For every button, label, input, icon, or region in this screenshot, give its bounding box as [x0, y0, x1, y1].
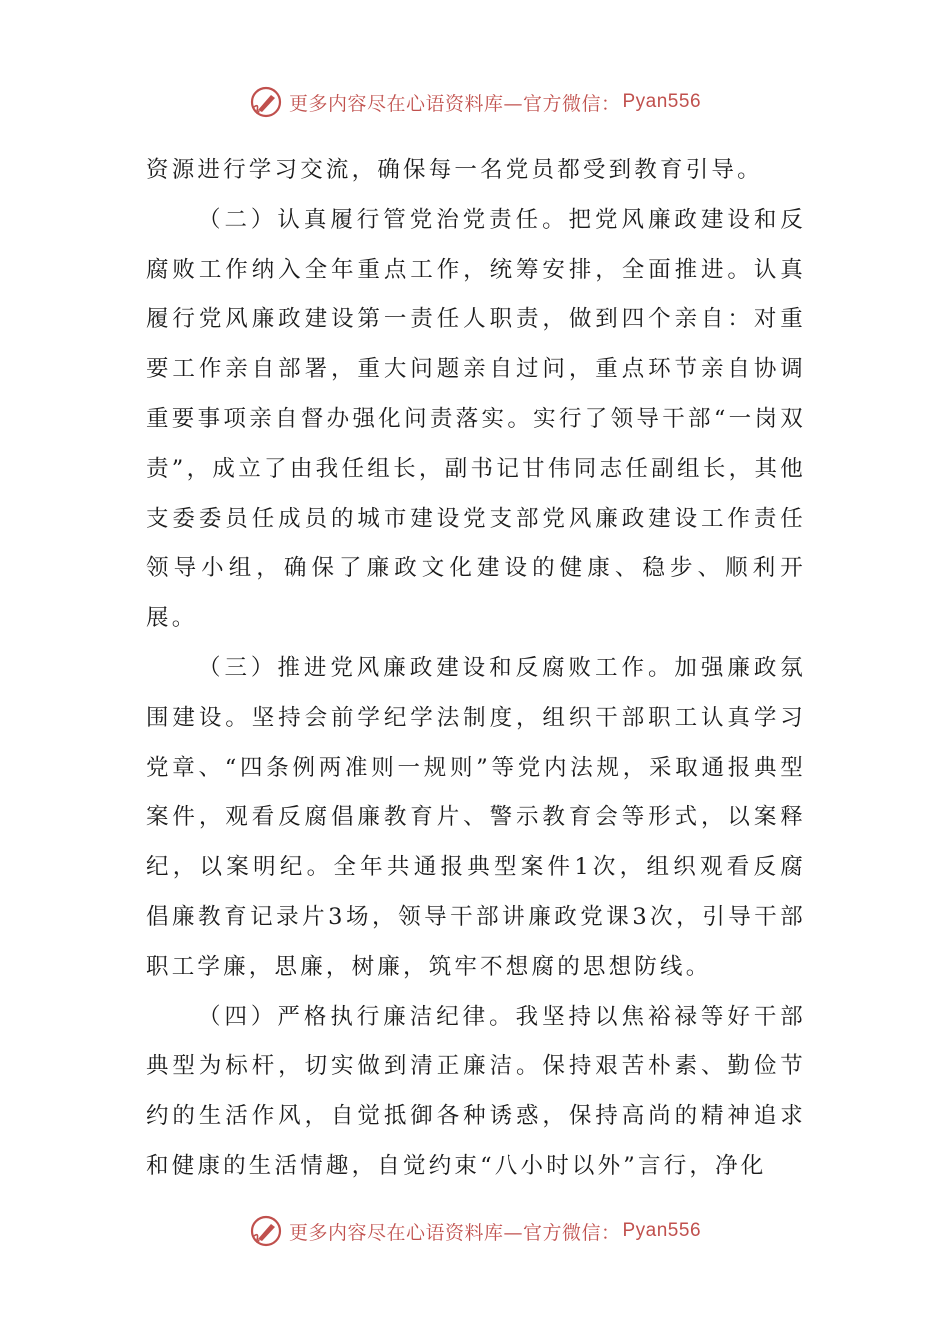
paragraph-continuation: 资源进行学习交流，确保每一名党员都受到教育引导。 — [146, 157, 763, 183]
watermark-handle: Pyan556 — [622, 1220, 702, 1241]
footer-watermark — [0, 1211, 950, 1251]
document-body — [146, 146, 806, 1192]
paragraph-section-3: （三）推进党风廉政建设和反腐败工作。加强廉政氛围建设。坚持会前学纪学法制度，组织干部职工认真学习党章、“四条例两准则一规则”等党内法规，采取通报典型案件，观看反腐倡廉教育片、警示教育会等形式，以案释纪，以案明纪。全年共通报典型案件1次，组织观看反腐倡廉教育记录片3场，领导干部讲廉政党课3次，引导干部职工学廉，思廉，树廉，筑牢不想腐的思想防线。 — [146, 654, 806, 980]
watermark-text: 更多内容尽在心语资料库—官方微信： — [288, 92, 621, 115]
pen-logo-icon — [249, 1214, 283, 1248]
paragraph-section-4: （四）严格执行廉洁纪律。我坚持以焦裕禄等好干部典型为标杆，切实做到清正廉洁。保持艰苦朴素、勤俭节约的生活作风，自觉抵御各种诱惑，保持高尚的精神追求和健康的生活情趣，自觉约束“八小时以外”言行，净化 — [146, 1003, 806, 1179]
watermark-text: 更多内容尽在心语资料库—官方微信： — [288, 1221, 621, 1244]
watermark-handle: Pyan556 — [622, 91, 702, 112]
pen-logo-icon — [249, 85, 283, 119]
paragraph-section-2: （二）认真履行管党治党责任。把党风廉政建设和反腐败工作纳入全年重点工作，统筹安排，全面推进。认真履行党风廉政建设第一责任人职责，做到四个亲自：对重要工作亲自部署，重大问题亲自过问，重点环节亲自协调重要事项亲自督办强化问责落实。实行了领导干部“一岗双责”，成立了由我任组长，副书记甘伟同志任副组长，其他支委委员任成员的城市建设党支部党风廉政建设工作责任领导小组，确保了廉政文化建设的健康、稳步、顺利开展。 — [146, 206, 806, 632]
header-watermark — [0, 82, 950, 122]
